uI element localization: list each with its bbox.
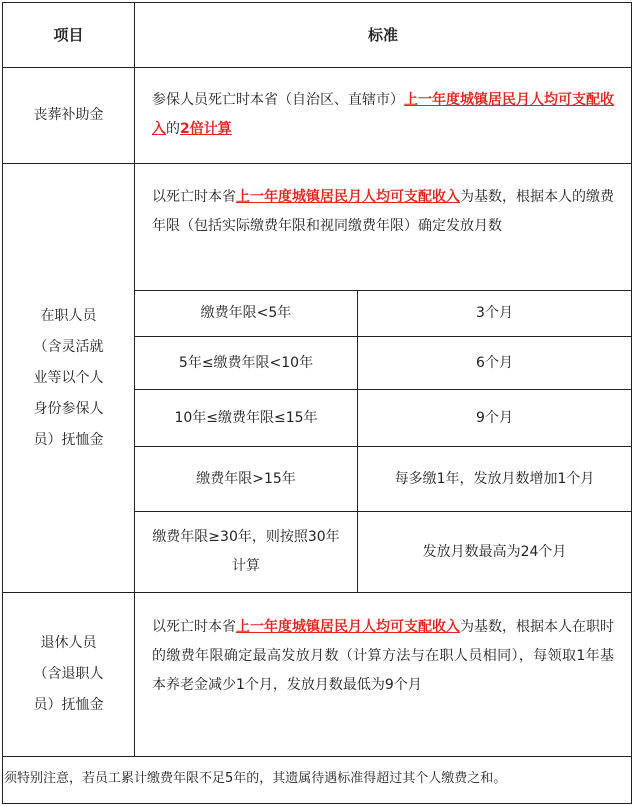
condition-cell: 5年≤缴费年限<10年 (178, 354, 314, 371)
header-standard: 标准 (367, 25, 398, 44)
retired-label-line: 退休人员 (40, 635, 97, 651)
in-service-intro (152, 183, 614, 241)
funeral-mid: 的 (166, 121, 180, 137)
in-service-label-line: 业等以个人 (33, 369, 104, 386)
funeral-label: 丧葬补助金 (33, 107, 104, 123)
in-service-label-line: 在职人员 (40, 307, 97, 324)
condition-cell: 缴费年限≥30年，则按照30年计算 (152, 529, 340, 574)
funeral-highlight: 上一年度城镇居民月人均可支配收入 (152, 92, 614, 137)
months-cell: 6个月 (476, 354, 513, 371)
in-service-label-line: 身份参保人 (33, 400, 104, 417)
retired-label-line: 员）抚恤金 (33, 697, 104, 713)
in-service-label-line: （含灵活就 (33, 338, 104, 355)
note-text: 须特别注意，若员工累计缴费年限不足5年的，其遗属待遇标准得超过其个人缴费之和。 (4, 771, 507, 786)
funeral-multiplier: 2倍计算 (180, 121, 232, 137)
in-service-intro-after: 为基数，根据本人的缴费年限（包括实际缴费年限和视同缴费年限）确定发放月数 (152, 189, 614, 234)
in-service-intro-highlight: 上一年度城镇居民月人均可支配收入 (236, 189, 460, 205)
in-service-intro-before: 以死亡时本省 (152, 189, 236, 205)
header-item: 项目 (53, 25, 84, 44)
retired-highlight: 上一年度城镇居民月人均可支配收入 (236, 619, 460, 635)
retired-label-line: （含退职人 (33, 666, 104, 682)
condition-cell: 缴费年限>15年 (196, 470, 296, 487)
months-cell: 9个月 (476, 409, 513, 426)
condition-cell: 缴费年限<5年 (200, 305, 292, 321)
row-divider-retired (2, 756, 632, 757)
funeral-text: 参保人员死亡时本省（自治区、直辖市） (152, 92, 404, 108)
retired-standard (152, 613, 614, 700)
border-right (631, 2, 632, 804)
retired-before: 以死亡时本省 (152, 619, 236, 635)
months-cell: 发放月数最高为24个月 (422, 543, 567, 560)
border-bottom (2, 803, 632, 804)
retired-label (3, 593, 134, 756)
funeral-standard (152, 86, 614, 144)
condition-cell: 10年≤缴费年限≤15年 (174, 409, 318, 426)
in-service-label (3, 164, 134, 592)
in-service-label-line: 员）抚恤金 (33, 431, 104, 448)
months-cell: 3个月 (476, 305, 513, 321)
months-cell: 每多缴1年，发放月数增加1个月 (394, 470, 595, 487)
retired-after: 为基数，根据本人在职时的缴费年限确定最高发放月数（计算方法与在职人员相同），每领取1年基本养老金减少1个月，发放月数最低为9个月 (152, 619, 614, 693)
